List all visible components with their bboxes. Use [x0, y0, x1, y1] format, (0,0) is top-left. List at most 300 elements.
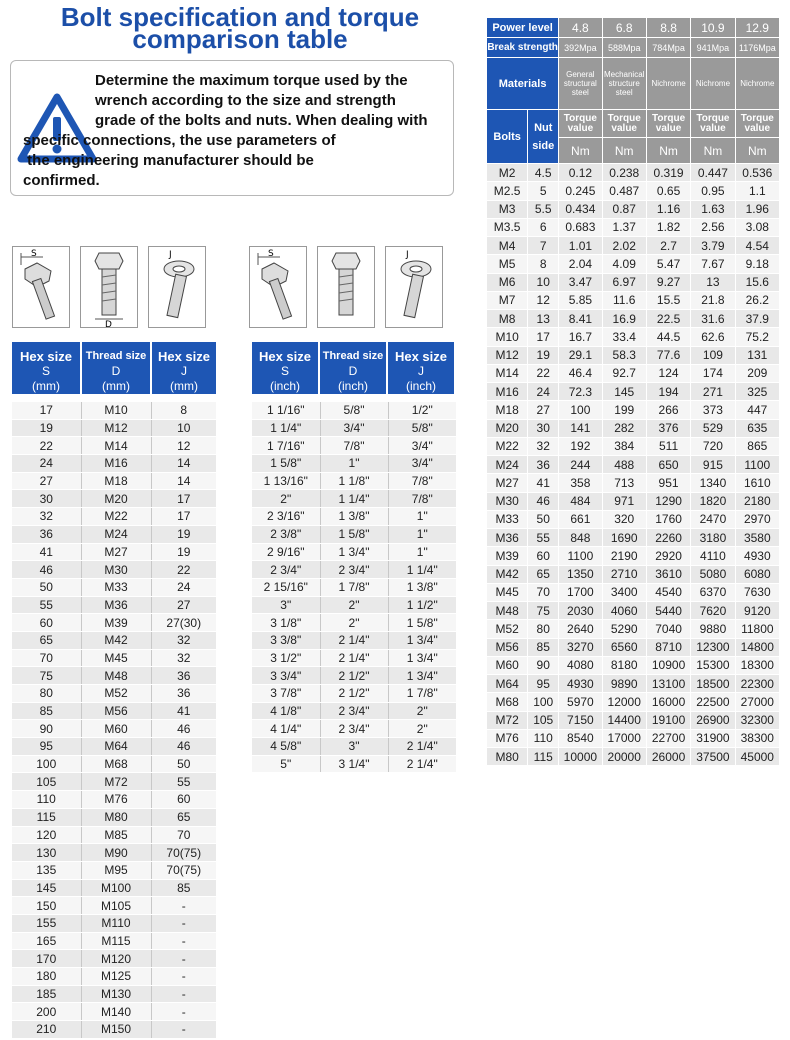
inch-header-hex-j [388, 342, 456, 394]
table-cell: M10 [81, 402, 151, 419]
table-cell: 376 [646, 419, 690, 437]
table-cell: 18300 [735, 656, 779, 674]
break-strength-value: 1176Mpa [735, 38, 779, 58]
table-row [252, 508, 456, 526]
table-cell: 2 1/4" [320, 649, 388, 667]
table-cell: 4060 [602, 602, 646, 620]
nut-side-label: Nut side [528, 110, 559, 164]
table-cell: 22300 [735, 675, 779, 693]
table-cell: M85 [81, 826, 151, 844]
table-cell: 2640 [559, 620, 602, 638]
table-cell: 320 [602, 510, 646, 528]
table-cell: M45 [487, 583, 528, 601]
torque-value-label: Torque value [691, 110, 735, 138]
table-cell: 3610 [646, 565, 690, 583]
table-cell: M27 [81, 543, 151, 561]
unit-label: Nm [691, 138, 735, 164]
table-cell: 62.6 [691, 328, 735, 346]
header-title: Thread size [85, 350, 147, 362]
table-row [12, 525, 216, 543]
table-cell: 865 [735, 437, 779, 455]
table-cell: 55 [12, 596, 81, 614]
table-cell: 1.96 [735, 200, 779, 218]
unit-label: Nm [602, 138, 646, 164]
table-cell: 5290 [602, 620, 646, 638]
table-cell: 4930 [735, 547, 779, 565]
table-cell: 2.56 [691, 218, 735, 236]
table-cell: 60 [151, 791, 216, 809]
table-row [252, 455, 456, 473]
table-cell: 971 [602, 492, 646, 510]
table-cell: 15.5 [646, 291, 690, 309]
table-cell: 36 [528, 456, 559, 474]
table-cell: M5 [487, 255, 528, 273]
table-cell: 2470 [691, 510, 735, 528]
table-cell: 27(30) [151, 614, 216, 632]
table-cell: 1 1/2" [388, 596, 456, 614]
table-cell: M8 [487, 310, 528, 328]
metric-header-hex-s [12, 342, 82, 394]
table-cell: M42 [487, 565, 528, 583]
table-cell: M3 [487, 200, 528, 218]
table-row [12, 773, 216, 791]
table-cell: 0.319 [646, 164, 690, 182]
table-row [252, 614, 456, 632]
table-cell: M20 [81, 490, 151, 508]
table-row [12, 861, 216, 879]
table-cell: M2.5 [487, 182, 528, 200]
table-cell: 32 [12, 508, 81, 526]
table-cell: 484 [559, 492, 602, 510]
table-cell: 7/8" [320, 437, 388, 455]
table-cell: 50 [528, 510, 559, 528]
table-cell: M90 [81, 844, 151, 862]
table-row [12, 897, 216, 915]
table-cell: - [151, 985, 216, 1003]
torque-value-label: Torque value [646, 110, 690, 138]
table-cell: 141 [559, 419, 602, 437]
table-cell: M110 [81, 914, 151, 932]
table-row [12, 844, 216, 862]
table-cell: 5/8" [320, 402, 388, 419]
table-cell: 105 [528, 711, 559, 729]
table-cell: 17 [528, 328, 559, 346]
table-cell: - [151, 914, 216, 932]
table-cell: 1.82 [646, 218, 690, 236]
power-level-value: 4.8 [559, 18, 602, 38]
table-cell: 2.7 [646, 237, 690, 255]
table-cell: 266 [646, 401, 690, 419]
table-row [252, 631, 456, 649]
header-title: Hex size [394, 349, 448, 364]
table-cell: 90 [528, 656, 559, 674]
notice-text [23, 71, 455, 191]
table-cell: 7040 [646, 620, 690, 638]
table-row [487, 273, 780, 291]
table-row [12, 631, 216, 649]
notice-line: Determine the maximum torque used by the [95, 72, 408, 89]
table-cell: 358 [559, 474, 602, 492]
table-cell: M56 [81, 702, 151, 720]
table-cell: M2 [487, 164, 528, 182]
table-cell: 7630 [735, 583, 779, 601]
table-row [252, 578, 456, 596]
table-cell: 24 [528, 383, 559, 401]
metric-header [12, 342, 218, 394]
header-title: Hex size [19, 349, 73, 364]
table-cell: M68 [487, 693, 528, 711]
table-cell: 0.65 [646, 182, 690, 200]
table-row [12, 685, 216, 703]
table-cell: 2 3/4" [252, 561, 320, 579]
header-letter: J [418, 364, 424, 378]
table-cell: - [151, 1003, 216, 1021]
table-cell: 2.04 [559, 255, 602, 273]
table-cell: M20 [487, 419, 528, 437]
table-cell: 115 [528, 748, 559, 766]
table-cell: 5 [528, 182, 559, 200]
table-cell: 12 [528, 291, 559, 309]
table-row [252, 667, 456, 685]
metric-size-table [12, 402, 216, 1039]
table-cell: 1100 [559, 547, 602, 565]
table-cell: M140 [81, 1003, 151, 1021]
table-cell: 95 [528, 675, 559, 693]
table-cell: 36 [151, 685, 216, 703]
table-cell: M125 [81, 968, 151, 986]
table-cell: 3.47 [559, 273, 602, 291]
table-cell: 24 [151, 578, 216, 596]
table-cell: M12 [81, 419, 151, 437]
table-cell: 1610 [735, 474, 779, 492]
notice-line: the engineering manufacturer should be [23, 152, 314, 169]
materials-label: Materials [487, 58, 559, 110]
table-cell: 200 [12, 1003, 81, 1021]
table-row [252, 702, 456, 720]
table-cell: 2 1/2" [320, 667, 388, 685]
table-cell: 19 [528, 346, 559, 364]
table-row [487, 583, 780, 601]
table-cell: 3" [320, 738, 388, 756]
inch-header [252, 342, 456, 394]
table-cell: 38300 [735, 729, 779, 747]
table-cell: 4 1/8" [252, 702, 320, 720]
table-cell: 1350 [559, 565, 602, 583]
break-strength-label: Break strength [487, 38, 559, 58]
table-row [487, 656, 780, 674]
table-cell: 46 [151, 738, 216, 756]
table-cell: 65 [12, 631, 81, 649]
table-cell: 209 [735, 364, 779, 382]
table-cell: 65 [528, 565, 559, 583]
table-cell: M6 [487, 273, 528, 291]
table-row [487, 456, 780, 474]
table-cell: 50 [151, 755, 216, 773]
table-cell: 1 3/4" [388, 667, 456, 685]
table-cell: 80 [12, 685, 81, 703]
table-cell: 22500 [691, 693, 735, 711]
table-cell: 2970 [735, 510, 779, 528]
table-cell: 0.683 [559, 218, 602, 236]
table-cell: 384 [602, 437, 646, 455]
table-cell: 155 [12, 914, 81, 932]
table-cell: 3 1/8" [252, 614, 320, 632]
table-cell: 6370 [691, 583, 735, 601]
table-cell: 24 [12, 455, 81, 473]
table-cell: 70 [151, 826, 216, 844]
table-cell: 46 [12, 561, 81, 579]
table-cell: M48 [487, 602, 528, 620]
table-cell: 0.12 [559, 164, 602, 182]
table-cell: M18 [487, 401, 528, 419]
icon-label-d: D [105, 320, 112, 327]
table-cell: 95 [12, 738, 81, 756]
table-row [487, 255, 780, 273]
table-cell: 13 [691, 273, 735, 291]
table-cell: 7620 [691, 602, 735, 620]
table-row [12, 614, 216, 632]
table-row [252, 419, 456, 437]
table-cell: 511 [646, 437, 690, 455]
table-cell: 1.01 [559, 237, 602, 255]
table-cell: 2710 [602, 565, 646, 583]
table-cell: 4.09 [602, 255, 646, 273]
table-cell: - [151, 1021, 216, 1039]
hex-size-s-icon [249, 246, 307, 328]
table-cell: 0.434 [559, 200, 602, 218]
table-row [12, 914, 216, 932]
icon-label-j: J [406, 250, 409, 260]
table-cell: 2 3/4" [320, 561, 388, 579]
table-cell: M76 [81, 791, 151, 809]
table-cell: 5080 [691, 565, 735, 583]
table-cell: 1290 [646, 492, 690, 510]
table-row [487, 620, 780, 638]
table-cell: 1 1/4" [252, 419, 320, 437]
table-cell: 5.47 [646, 255, 690, 273]
unit-label: Nm [559, 138, 602, 164]
table-row [487, 200, 780, 218]
table-row [487, 164, 780, 182]
table-cell: 46 [528, 492, 559, 510]
table-cell: 1 13/16" [252, 472, 320, 490]
header-letter: S [41, 364, 50, 378]
table-row [252, 402, 456, 419]
table-cell: 1820 [691, 492, 735, 510]
table-cell: M30 [81, 561, 151, 579]
table-row [487, 474, 780, 492]
table-cell: 33.4 [602, 328, 646, 346]
table-row [252, 543, 456, 561]
table-row [252, 649, 456, 667]
hex-size-j-icon [385, 246, 443, 328]
table-cell: 5" [252, 755, 320, 773]
table-cell: 85 [528, 638, 559, 656]
table-cell: 0.87 [602, 200, 646, 218]
table-cell: 3/4" [320, 419, 388, 437]
table-cell: 16.7 [559, 328, 602, 346]
table-cell: 2 1/2" [320, 685, 388, 703]
table-cell: 6080 [735, 565, 779, 583]
table-row [12, 490, 216, 508]
table-cell: M68 [81, 755, 151, 773]
table-cell: 0.487 [602, 182, 646, 200]
table-cell: 110 [528, 729, 559, 747]
table-cell: 1100 [735, 456, 779, 474]
table-cell: M39 [81, 614, 151, 632]
table-cell: 2" [252, 490, 320, 508]
table-row [12, 738, 216, 756]
table-row [12, 402, 216, 419]
table-cell: 3 1/4" [320, 755, 388, 773]
table-cell: 2 15/16" [252, 578, 320, 596]
table-cell: 192 [559, 437, 602, 455]
table-row [487, 401, 780, 419]
table-cell: 19100 [646, 711, 690, 729]
table-cell: 6.97 [602, 273, 646, 291]
unit-label: Nm [735, 138, 779, 164]
table-cell: 90 [12, 720, 81, 738]
table-cell: 30 [528, 419, 559, 437]
table-row [12, 578, 216, 596]
hex-size-s-icon [12, 246, 70, 328]
table-cell: 70(75) [151, 861, 216, 879]
table-cell: 12 [151, 437, 216, 455]
table-cell: 1.63 [691, 200, 735, 218]
table-row [12, 1021, 216, 1039]
table-cell: 4110 [691, 547, 735, 565]
notice-line: specific connections, the use parameters of [23, 132, 336, 149]
table-cell: 100 [12, 755, 81, 773]
table-row [12, 455, 216, 473]
table-cell: 2 9/16" [252, 543, 320, 561]
table-cell: 110 [12, 791, 81, 809]
table-cell: 75 [528, 602, 559, 620]
table-cell: 8180 [602, 656, 646, 674]
table-cell: 1.1 [735, 182, 779, 200]
power-level-value: 8.8 [646, 18, 690, 38]
table-row [487, 638, 780, 656]
table-cell: 1 1/16" [252, 402, 320, 419]
table-cell: 37.9 [735, 310, 779, 328]
table-cell: 2 1/4" [388, 755, 456, 773]
table-cell: 447 [735, 401, 779, 419]
table-row [252, 596, 456, 614]
table-cell: - [151, 897, 216, 915]
table-row [12, 808, 216, 826]
table-cell: M80 [81, 808, 151, 826]
table-cell: M16 [81, 455, 151, 473]
table-row [12, 702, 216, 720]
header-letter: D [111, 364, 121, 378]
table-cell: M95 [81, 861, 151, 879]
table-cell: 5/8" [388, 419, 456, 437]
table-cell: M30 [487, 492, 528, 510]
torque-value-label: Torque value [602, 110, 646, 138]
break-strength-value: 784Mpa [646, 38, 690, 58]
table-cell: 60 [12, 614, 81, 632]
table-cell: 17000 [602, 729, 646, 747]
table-cell: 32 [151, 649, 216, 667]
table-cell: 9890 [602, 675, 646, 693]
table-cell: 19 [151, 525, 216, 543]
table-cell: 6 [528, 218, 559, 236]
table-cell: 199 [602, 401, 646, 419]
table-cell: M52 [81, 685, 151, 703]
table-cell: 2260 [646, 529, 690, 547]
table-cell: 7150 [559, 711, 602, 729]
table-cell: 77.6 [646, 346, 690, 364]
table-cell: 4 5/8" [252, 738, 320, 756]
table-cell: 75.2 [735, 328, 779, 346]
table-row [12, 985, 216, 1003]
table-cell: 325 [735, 383, 779, 401]
table-cell: 58.3 [602, 346, 646, 364]
header-unit: (inch) [269, 379, 300, 393]
header-unit: (mm) [170, 379, 198, 393]
table-cell: M16 [487, 383, 528, 401]
material-value: Mechanical structure steel [602, 58, 646, 110]
break-strength-value: 941Mpa [691, 38, 735, 58]
page-title [20, 2, 460, 54]
table-cell: 22 [151, 561, 216, 579]
table-cell: 9880 [691, 620, 735, 638]
table-cell: 2" [320, 614, 388, 632]
table-cell: 3" [252, 596, 320, 614]
table-cell: 2" [388, 702, 456, 720]
header-letter: D [348, 364, 358, 378]
table-cell: 16.9 [602, 310, 646, 328]
break-strength-value: 392Mpa [559, 38, 602, 58]
table-cell: 131 [735, 346, 779, 364]
table-cell: M60 [81, 720, 151, 738]
material-value: Nichrome [735, 58, 779, 110]
table-cell: 17 [12, 402, 81, 419]
table-row [487, 529, 780, 547]
table-cell: 7/8" [388, 490, 456, 508]
table-cell: 60 [528, 547, 559, 565]
table-cell: 194 [646, 383, 690, 401]
table-cell: M115 [81, 932, 151, 950]
table-cell: 2 3/4" [320, 720, 388, 738]
table-cell: 10900 [646, 656, 690, 674]
table-cell: M64 [487, 675, 528, 693]
table-cell: 170 [12, 950, 81, 968]
power-level-value: 12.9 [735, 18, 779, 38]
table-row [252, 437, 456, 455]
table-cell: 17 [151, 508, 216, 526]
inch-header-hex-s [252, 342, 320, 394]
table-cell: 1" [388, 508, 456, 526]
table-cell: 1.16 [646, 200, 690, 218]
table-row [12, 791, 216, 809]
table-row [487, 364, 780, 382]
table-row [12, 1003, 216, 1021]
table-cell: 1 1/4" [320, 490, 388, 508]
table-cell: 22 [12, 437, 81, 455]
table-cell: 488 [602, 456, 646, 474]
header-unit: (mm) [32, 379, 60, 393]
table-cell: 31900 [691, 729, 735, 747]
table-row [12, 419, 216, 437]
table-row [487, 218, 780, 236]
table-cell: 32300 [735, 711, 779, 729]
table-cell: 20000 [602, 748, 646, 766]
table-cell: M120 [81, 950, 151, 968]
table-cell: M100 [81, 879, 151, 897]
table-cell: 10000 [559, 748, 602, 766]
table-cell: 1 5/8" [252, 455, 320, 473]
